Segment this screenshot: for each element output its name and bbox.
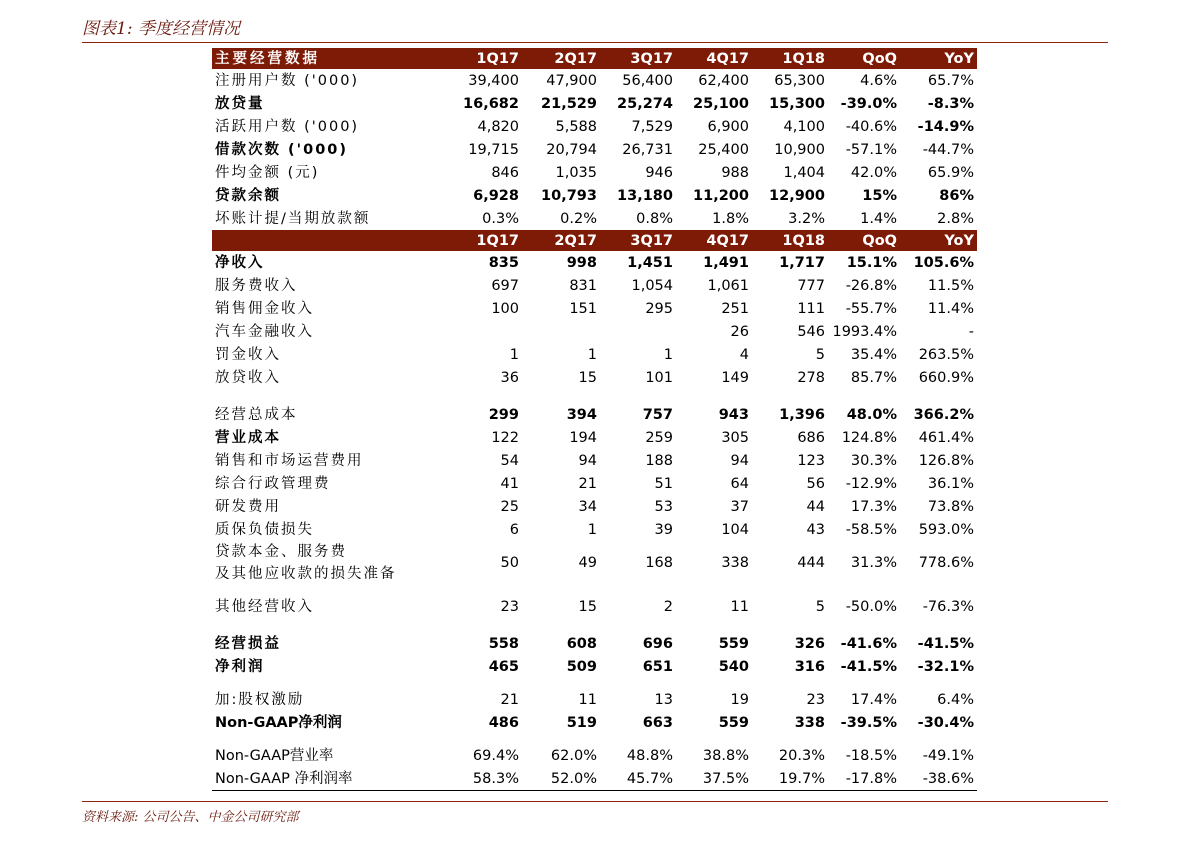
cell: 17.4% bbox=[850, 691, 897, 708]
cell: 1 bbox=[509, 346, 519, 363]
row-label: 销售和市场运营费用 bbox=[215, 452, 364, 469]
cell: 56,400 bbox=[622, 72, 673, 89]
row-label: 销售佣金收入 bbox=[215, 300, 314, 317]
cell: -55.7% bbox=[845, 300, 897, 317]
cell: 19 bbox=[730, 691, 749, 708]
cell: 25,400 bbox=[698, 141, 749, 158]
cell: 1,035 bbox=[555, 164, 597, 181]
cell: 69.4% bbox=[472, 747, 519, 764]
cell: 50 bbox=[500, 555, 519, 571]
cell: 519 bbox=[566, 714, 597, 731]
quarterly-operations-table bbox=[212, 48, 977, 791]
column-header: 2Q17 bbox=[522, 48, 600, 69]
row-label: 综合行政管理费 bbox=[215, 475, 331, 492]
cell: -57.1% bbox=[845, 141, 897, 158]
cell: 37.5% bbox=[676, 767, 752, 791]
row-label: Non-GAAP净利润 bbox=[215, 714, 342, 731]
cell: 62,400 bbox=[698, 72, 749, 89]
table-row bbox=[212, 115, 977, 138]
cell: 73.8% bbox=[927, 498, 974, 515]
table-row bbox=[212, 403, 977, 426]
cell: 1,451 bbox=[627, 254, 673, 271]
table-header-row bbox=[212, 230, 977, 251]
cell: 299 bbox=[488, 406, 519, 423]
column-header: 1Q17 bbox=[444, 48, 522, 69]
header-label bbox=[212, 230, 444, 251]
cell: -44.7% bbox=[922, 141, 974, 158]
table-row bbox=[212, 688, 977, 711]
row-label: 营业成本 bbox=[215, 429, 281, 446]
cell: 64 bbox=[730, 475, 749, 492]
cell: 4,100 bbox=[783, 118, 825, 135]
source-note: 资料来源: 公司公告、中金公司研究部 bbox=[82, 810, 299, 825]
cell: 305 bbox=[721, 429, 749, 446]
table-row bbox=[212, 161, 977, 184]
row-label: Non-GAAP 净利润率 bbox=[212, 767, 444, 791]
cell: 41 bbox=[500, 475, 519, 492]
cell: 946 bbox=[645, 164, 673, 181]
row-label: 净收入 bbox=[215, 254, 265, 271]
table-row bbox=[212, 366, 977, 389]
cell: 19,715 bbox=[468, 141, 519, 158]
cell: 461.4% bbox=[918, 429, 974, 446]
cell: 6.4% bbox=[937, 691, 974, 708]
row-label: 净利润 bbox=[215, 658, 265, 675]
cell: -40.6% bbox=[845, 118, 897, 135]
row-label: 坏账计提/当期放款额 bbox=[215, 210, 371, 227]
cell: 15% bbox=[862, 187, 897, 204]
cell: -41.6% bbox=[840, 635, 897, 652]
cell: 39,400 bbox=[468, 72, 519, 89]
cell: 11 bbox=[578, 691, 597, 708]
table-row bbox=[212, 184, 977, 207]
table-row bbox=[212, 343, 977, 366]
cell: 17.3% bbox=[850, 498, 897, 515]
cell: 94 bbox=[730, 452, 749, 469]
cell: 194 bbox=[569, 429, 597, 446]
cell: 31.3% bbox=[850, 555, 897, 571]
cell: 188 bbox=[645, 452, 673, 469]
cell: 36.1% bbox=[927, 475, 974, 492]
cell: 316 bbox=[794, 658, 825, 675]
cell: 4.6% bbox=[860, 72, 897, 89]
cell: 1,061 bbox=[707, 277, 749, 294]
spacer-row bbox=[212, 389, 977, 403]
cell: -76.3% bbox=[922, 598, 974, 615]
cell: 2.8% bbox=[937, 210, 974, 227]
table-row bbox=[212, 320, 977, 343]
table-row bbox=[212, 744, 977, 767]
cell: 686 bbox=[797, 429, 825, 446]
cell: 988 bbox=[721, 164, 749, 181]
table-row bbox=[212, 595, 977, 618]
cell: 0.3% bbox=[482, 210, 519, 227]
cell: -12.9% bbox=[845, 475, 897, 492]
cell: 338 bbox=[721, 555, 749, 571]
cell: 38.8% bbox=[702, 747, 749, 764]
cell: 35.4% bbox=[850, 346, 897, 363]
cell: 338 bbox=[794, 714, 825, 731]
cell: -30.4% bbox=[917, 714, 974, 731]
cell: 111 bbox=[797, 300, 825, 317]
cell: 39 bbox=[654, 521, 673, 538]
cell: 11.4% bbox=[927, 300, 974, 317]
cell: 45.7% bbox=[600, 767, 676, 791]
cell: 16,682 bbox=[463, 95, 519, 112]
cell: -18.5% bbox=[845, 747, 897, 764]
table-row bbox=[212, 251, 977, 274]
cell: 23 bbox=[500, 598, 519, 615]
row-label: 放贷量 bbox=[215, 95, 265, 112]
cell: 1,396 bbox=[779, 406, 825, 423]
cell: 1,054 bbox=[631, 277, 673, 294]
cell: 34 bbox=[578, 498, 597, 515]
table-row bbox=[212, 138, 977, 161]
cell: 1993.4% bbox=[832, 323, 897, 340]
cell: 53 bbox=[654, 498, 673, 515]
cell: 559 bbox=[718, 714, 749, 731]
row-label: 贷款余额 bbox=[215, 187, 281, 204]
row-label-line1: 贷款本金、服务费 bbox=[215, 544, 347, 560]
cell: 1,404 bbox=[783, 164, 825, 181]
cell: -26.8% bbox=[845, 277, 897, 294]
cell: 49 bbox=[578, 555, 597, 571]
cell: 278 bbox=[797, 369, 825, 386]
cell: 10,793 bbox=[541, 187, 597, 204]
cell: 48.0% bbox=[846, 406, 897, 423]
cell: 123 bbox=[797, 452, 825, 469]
cell: 835 bbox=[488, 254, 519, 271]
cell: 444 bbox=[797, 555, 825, 571]
row-label: Non-GAAP营业率 bbox=[215, 747, 334, 764]
cell: 12,900 bbox=[769, 187, 825, 204]
cell: - bbox=[968, 323, 974, 340]
cell: 10,900 bbox=[774, 141, 825, 158]
table-row bbox=[212, 69, 977, 92]
table-row bbox=[212, 632, 977, 655]
cell: 509 bbox=[566, 658, 597, 675]
table-row bbox=[212, 92, 977, 115]
cell: 5 bbox=[815, 598, 825, 615]
cell: 778.6% bbox=[918, 555, 974, 571]
cell: 94 bbox=[578, 452, 597, 469]
column-header: 3Q17 bbox=[600, 230, 676, 251]
cell: 65,300 bbox=[774, 72, 825, 89]
column-header: 2Q17 bbox=[522, 230, 600, 251]
cell: 11 bbox=[730, 598, 749, 615]
column-header: 1Q18 bbox=[752, 48, 828, 69]
cell bbox=[522, 320, 600, 343]
column-header: 4Q17 bbox=[676, 48, 752, 69]
row-label: 其他经营收入 bbox=[215, 598, 314, 615]
cell: 20,794 bbox=[546, 141, 597, 158]
cell: 1.8% bbox=[712, 210, 749, 227]
cell: 25 bbox=[500, 498, 519, 515]
cell: 62.0% bbox=[550, 747, 597, 764]
cell: 26 bbox=[730, 323, 749, 340]
cell: 998 bbox=[566, 254, 597, 271]
cell: 151 bbox=[569, 300, 597, 317]
cell: 4,820 bbox=[477, 118, 519, 135]
cell: 43 bbox=[806, 521, 825, 538]
cell: 697 bbox=[491, 277, 519, 294]
cell: 56 bbox=[806, 475, 825, 492]
spacer-row bbox=[212, 678, 977, 688]
table-row bbox=[212, 518, 977, 541]
cell: 149 bbox=[721, 369, 749, 386]
table-row bbox=[212, 297, 977, 320]
cell: 366.2% bbox=[913, 406, 974, 423]
table-row bbox=[212, 274, 977, 297]
table-row bbox=[212, 207, 977, 230]
cell: -32.1% bbox=[917, 658, 974, 675]
table-row bbox=[212, 495, 977, 518]
row-label: 件均金额 (元) bbox=[215, 164, 320, 181]
row-label: 加:股权激励 bbox=[215, 691, 305, 708]
cell: 608 bbox=[566, 635, 597, 652]
row-label: 质保负债损失 bbox=[215, 521, 314, 538]
table-header-row bbox=[212, 48, 977, 69]
cell: 757 bbox=[642, 406, 673, 423]
cell: 54 bbox=[500, 452, 519, 469]
spacer-row bbox=[212, 618, 977, 632]
table-row bbox=[212, 541, 977, 585]
cell: 5 bbox=[815, 346, 825, 363]
cell: 263.5% bbox=[918, 346, 974, 363]
cell: 105.6% bbox=[913, 254, 974, 271]
cell: 6,928 bbox=[473, 187, 519, 204]
cell: 486 bbox=[488, 714, 519, 731]
cell bbox=[600, 320, 676, 343]
row-label-line2: 及其他应收款的损失准备 bbox=[215, 566, 397, 582]
cell: 251 bbox=[721, 300, 749, 317]
cell: 259 bbox=[645, 429, 673, 446]
cell: 465 bbox=[488, 658, 519, 675]
cell: -17.8% bbox=[828, 767, 900, 791]
cell: 2 bbox=[663, 598, 673, 615]
cell: 1 bbox=[587, 521, 597, 538]
cell: 122 bbox=[491, 429, 519, 446]
cell: 44 bbox=[806, 498, 825, 515]
row-label: 服务费收入 bbox=[215, 277, 298, 294]
spacer-row bbox=[212, 734, 977, 744]
cell: 1,491 bbox=[703, 254, 749, 271]
cell: -50.0% bbox=[845, 598, 897, 615]
cell: 47,900 bbox=[546, 72, 597, 89]
table-row bbox=[212, 655, 977, 678]
cell: 100 bbox=[491, 300, 519, 317]
cell: 15.1% bbox=[846, 254, 897, 271]
cell: 1.4% bbox=[860, 210, 897, 227]
column-header: 4Q17 bbox=[676, 230, 752, 251]
cell: -39.5% bbox=[840, 714, 897, 731]
cell: 23 bbox=[806, 691, 825, 708]
cell: 15,300 bbox=[769, 95, 825, 112]
row-label: 注册用户数 ('000) bbox=[215, 72, 360, 89]
cell: 104 bbox=[721, 521, 749, 538]
cell: 5,588 bbox=[555, 118, 597, 135]
cell: 15 bbox=[578, 369, 597, 386]
column-header: QoQ bbox=[828, 48, 900, 69]
cell: 943 bbox=[718, 406, 749, 423]
cell: 168 bbox=[645, 555, 673, 571]
cell: -41.5% bbox=[917, 635, 974, 652]
row-label: 经营损益 bbox=[215, 635, 281, 652]
cell: 777 bbox=[797, 277, 825, 294]
cell: 1 bbox=[663, 346, 673, 363]
cell: 86% bbox=[939, 187, 974, 204]
column-header: 1Q18 bbox=[752, 230, 828, 251]
cell: -41.5% bbox=[840, 658, 897, 675]
cell: 21 bbox=[500, 691, 519, 708]
row-label: 放贷收入 bbox=[215, 369, 281, 386]
cell: -58.5% bbox=[845, 521, 897, 538]
cell: 660.9% bbox=[918, 369, 974, 386]
cell: 663 bbox=[642, 714, 673, 731]
row-label: 借款次数 ('000) bbox=[215, 141, 349, 158]
cell: 13 bbox=[654, 691, 673, 708]
cell: 25,100 bbox=[693, 95, 749, 112]
cell: 651 bbox=[642, 658, 673, 675]
cell: 0.8% bbox=[636, 210, 673, 227]
table-row bbox=[212, 449, 977, 472]
cell: 21 bbox=[578, 475, 597, 492]
column-header: 3Q17 bbox=[600, 48, 676, 69]
cell: 42.0% bbox=[850, 164, 897, 181]
cell: 52.0% bbox=[522, 767, 600, 791]
spacer-row bbox=[212, 585, 977, 595]
figure-title: 图表1: 季度经营情况 bbox=[82, 19, 240, 39]
cell: 696 bbox=[642, 635, 673, 652]
cell: 593.0% bbox=[918, 521, 974, 538]
cell: 20.3% bbox=[778, 747, 825, 764]
cell: 51 bbox=[654, 475, 673, 492]
cell: 326 bbox=[794, 635, 825, 652]
cell: -14.9% bbox=[917, 118, 974, 135]
cell: 295 bbox=[645, 300, 673, 317]
column-header: YoY bbox=[900, 48, 977, 69]
cell: 559 bbox=[718, 635, 749, 652]
cell: 831 bbox=[569, 277, 597, 294]
cell: -39.0% bbox=[840, 95, 897, 112]
cell: -38.6% bbox=[900, 767, 977, 791]
row-label: 汽车金融收入 bbox=[215, 323, 314, 340]
cell: 48.8% bbox=[626, 747, 673, 764]
table-row bbox=[212, 711, 977, 734]
cell bbox=[444, 320, 522, 343]
cell: 540 bbox=[718, 658, 749, 675]
cell: 25,274 bbox=[617, 95, 673, 112]
cell: 15 bbox=[578, 598, 597, 615]
cell: 846 bbox=[491, 164, 519, 181]
cell: -49.1% bbox=[922, 747, 974, 764]
table-row bbox=[212, 472, 977, 495]
cell: 126.8% bbox=[918, 452, 974, 469]
cell: 21,529 bbox=[541, 95, 597, 112]
column-header: QoQ bbox=[828, 230, 900, 251]
cell: 85.7% bbox=[850, 369, 897, 386]
cell: 11,200 bbox=[693, 187, 749, 204]
cell: 0.2% bbox=[560, 210, 597, 227]
column-header: YoY bbox=[900, 230, 977, 251]
cell: 4 bbox=[739, 346, 749, 363]
cell: 30.3% bbox=[850, 452, 897, 469]
cell: 65.7% bbox=[927, 72, 974, 89]
row-label: 罚金收入 bbox=[215, 346, 281, 363]
cell: 3.2% bbox=[788, 210, 825, 227]
cell: 13,180 bbox=[617, 187, 673, 204]
cell: 546 bbox=[797, 323, 825, 340]
cell: -8.3% bbox=[927, 95, 974, 112]
cell: 124.8% bbox=[841, 429, 897, 446]
cell: 1 bbox=[587, 346, 597, 363]
cell: 26,731 bbox=[622, 141, 673, 158]
cell: 65.9% bbox=[927, 164, 974, 181]
table-row bbox=[212, 767, 977, 791]
cell: 558 bbox=[488, 635, 519, 652]
cell: 36 bbox=[500, 369, 519, 386]
cell: 7,529 bbox=[631, 118, 673, 135]
row-label: 经营总成本 bbox=[215, 406, 298, 423]
cell: 6,900 bbox=[707, 118, 749, 135]
cell: 6 bbox=[509, 521, 519, 538]
cell: 37 bbox=[730, 498, 749, 515]
cell: 394 bbox=[566, 406, 597, 423]
column-header: 1Q17 bbox=[444, 230, 522, 251]
cell: 101 bbox=[645, 369, 673, 386]
row-label bbox=[212, 541, 444, 585]
header-label: 主要经营数据 bbox=[212, 48, 444, 69]
row-label: 活跃用户数 ('000) bbox=[215, 118, 360, 135]
cell: 58.3% bbox=[444, 767, 522, 791]
cell: 1,717 bbox=[779, 254, 825, 271]
top-divider bbox=[82, 42, 1108, 43]
table-row bbox=[212, 426, 977, 449]
cell: 11.5% bbox=[927, 277, 974, 294]
cell: 19.7% bbox=[752, 767, 828, 791]
bottom-divider bbox=[82, 801, 1108, 802]
row-label: 研发费用 bbox=[215, 498, 281, 515]
